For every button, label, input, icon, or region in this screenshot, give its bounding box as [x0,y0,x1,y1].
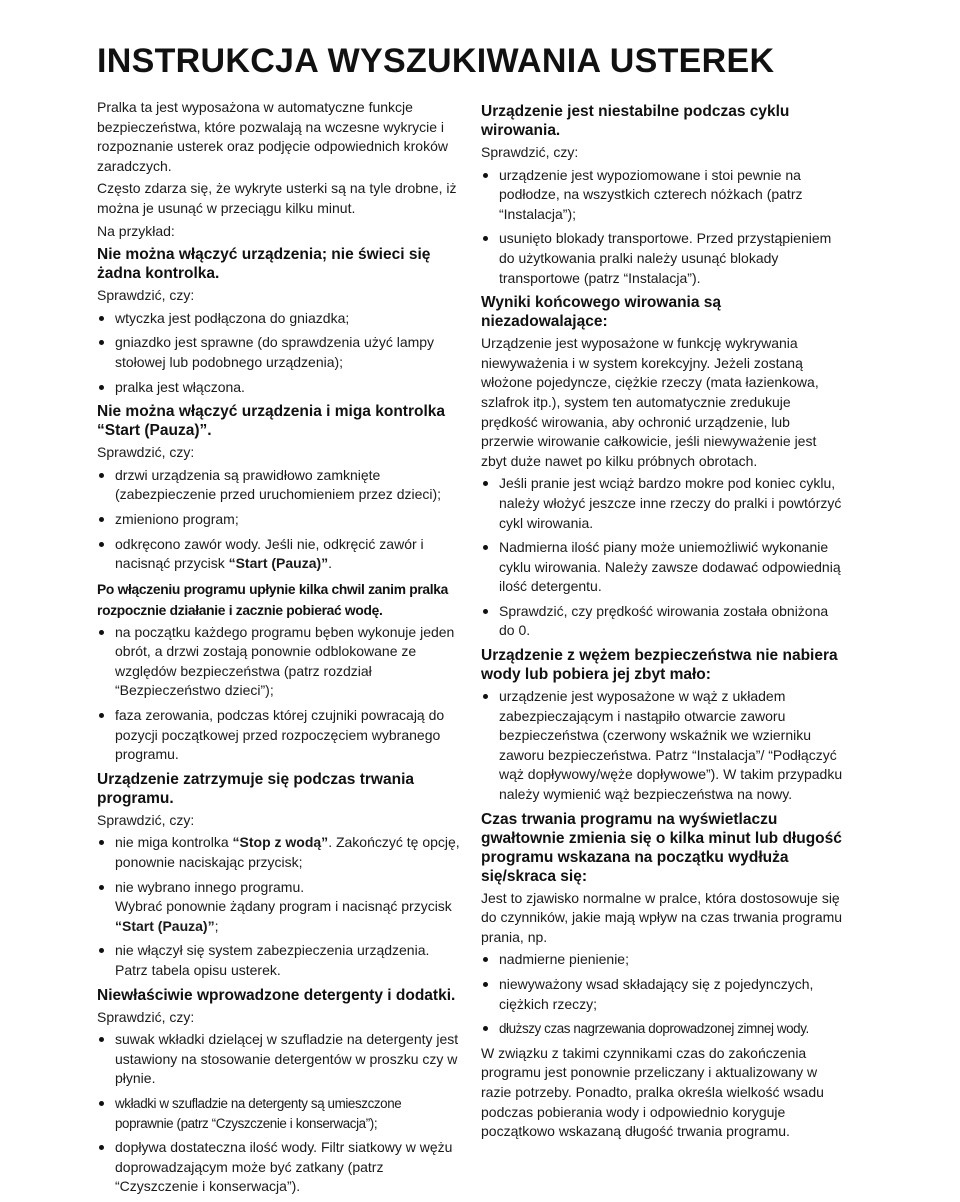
list-item: urządzenie jest wyposażone w wąż z układem zabezpieczającym i nastąpiło otwarcie zaworu bezpieczeństwa (czerwony wskaźnik we wzierniku zaworu bezpieczeństwa. Patrz “Instalacja”/ “Podłączyć wąż dopływowy/węże dopływowe”). W takim przypadku należy wymienić wąż bezpieczeństwa na nowy. [481,687,843,805]
body-paragraph: Jest to zjawisko normalne w pralce, która dostosowuje się do czynników, jakie mają wpływ na czas trwania programu prania, np. [481,889,843,945]
list-item: Nadmierna ilość piany może uniemożliwić wykonanie cyklu wirowania. Należy zawsze dodawać odpowiednią ilość detergentu. [481,538,843,597]
key-label: “Start (Pauza)” [228,555,329,572]
item-text: Wybrać ponownie żądany program i nacisnąć przycisk [115,898,452,915]
section-heading-stops: Urządzenie zatrzymuje się podczas trwania programu. [97,770,414,807]
key-label: “Start (Pauza)” [115,917,215,934]
check-label: Sprawdzić, czy: [481,144,579,160]
section-heading-spin-results: Wyniki końcowego wirowania są niezadowalające: [481,294,722,331]
list-item: wtyczka jest podłączona do gniazdka; [97,309,460,329]
check-list [481,687,843,805]
list-item: usunięto blokady transportowe. Przed przystąpieniem do użytkowania pralki należy usunąć blokady transportowe (patrz “Instalacja”). [481,229,843,288]
list-item: dopływa dostateczna ilość wody. Filtr siatkowy w wężu doprowadzającym może być zatkany (patrz “Czyszczenie i konserwacja”). [97,1138,460,1197]
check-list [481,166,843,289]
section-heading-detergents: Niewłaściwie wprowadzone detergenty i dodatki. [97,986,456,1004]
list-item: Sprawdzić, czy prędkość wirowania została obniżona do 0. [481,602,843,641]
list-item: faza zerowania, podczas której czujniki powracają do pozycji początkowej przed rozpoczęciem wybranego programu. [97,706,460,765]
key-label: “Start (Pauza)” [97,422,208,440]
section-heading-no-power: Nie można włączyć urządzenia; nie świeci się żadna kontrolka. [97,246,431,283]
section-heading-delay: Po włączeniu programu upłynie kilka chwil zanim pralka rozpocznie działanie i zacznie pobierać wodę. [97,581,449,618]
heading-text: Nie można włączyć urządzenia i miga kontrolka [97,403,445,421]
intro-paragraph-2: Często zdarza się, że wykryte usterki są na tyle drobne, iż można je usunąć w przeciągu kilku minut. [97,180,457,216]
item-text: odkręcono zawór wody. Jeśli nie, odkręcić zawór i nacisnąć przycisk [115,535,424,572]
item-text: . [328,555,333,572]
page-title: INSTRUKCJA WYSZUKIWANIA USTEREK [97,42,775,80]
heading-text: . [207,422,212,440]
right-column [481,98,843,1145]
body-paragraph: Urządzenie jest wyposażone w funkcję wykrywania niewyważenia i w system korekcyjny. Jeżeli zostaną włożone pojedyncze, ciężkie rzeczy (mata łazienkowa, szlafrok itp.), system ten automatycznie zredukuje prędkość wirowania, aby ochronić urządzenie, lub przerwie wirowanie całkowicie, jeśli niewyważenie jest zbyt duże nawet po kilku próbnych obrotach. [481,335,819,469]
body-paragraph: W związku z takimi czynnikami czas do zakończenia programu jest ponownie przeliczany i aktualizowany w razie potrzeby. Ponadto, pralka określa wielkość wsadu podczas pobierania wody i odpowiednio koryguje początkowo wskazaną długość trwania programu. [481,1044,824,1140]
key-label: “Stop z wodą” [232,834,329,851]
item-text: nie miga kontrolka [115,834,233,851]
check-label: Sprawdzić, czy: [97,1008,195,1025]
list-item: drzwi urządzenia są prawidłowo zamknięte (zabezpieczenie przed uruchomieniem przez dzieci); [97,466,460,505]
section-heading-safety-hose: Urządzenie z wężem bezpieczeństwa nie nabiera wody lub pobiera jej zbyt mało: [481,647,838,684]
left-column [97,98,460,1202]
item-text: ; [214,917,219,934]
item-text: nie wybrano innego programu. [115,878,305,895]
list-item [97,878,460,937]
check-list [97,833,460,980]
check-list [97,1030,460,1197]
check-list [481,950,843,1038]
check-list [481,474,843,641]
intro-paragraph: Pralka ta jest wyposażona w automatyczne funkcje bezpieczeństwa, które pozwalają na wczesne wykrycie i rozpoznanie usterek oraz podjęcie odpowiednich kroków zaradczych. [97,99,448,174]
list-item: nie włączył się system zabezpieczenia urządzenia. Patrz tabela opisu usterek. [97,941,460,980]
list-item: suwak wkładki dzielącej w szufladzie na detergenty jest ustawiony na stosowanie detergentów w proszku czy w płynie. [97,1030,460,1089]
check-label: Sprawdzić, czy: [97,811,195,828]
check-list [97,623,460,765]
list-item: wkładki w szufladzie na detergenty są umieszczone poprawnie (patrz “Czyszczenie i konserwacja”); [97,1094,460,1133]
section-heading-start-blinking [97,402,460,440]
check-list [97,466,460,574]
list-item [97,535,460,574]
check-label: Sprawdzić, czy: [97,444,195,461]
section-heading-duration: Czas trwania programu na wyświetlaczu gwałtownie zmienia się o kilka minut lub długość programu wskazana na początku wydłuża się/skraca się: [481,810,842,885]
example-label: Na przykład: [97,222,175,239]
list-item: niewyważony wsad składający się z pojedynczych, ciężkich rzeczy; [481,975,843,1014]
list-item [97,833,460,872]
list-item: Jeśli pranie jest wciąż bardzo mokre pod koniec cyklu, należy włożyć jeszcze inne rzeczy do pralki i powtórzyć cykl wirowania. [481,474,843,533]
check-list [97,309,460,397]
list-item: pralka jest włączona. [97,378,460,398]
item-text: . Zakończyć tę opcję, ponownie naciskając przycisk; [115,834,460,871]
list-item: nadmierne pienienie; [481,950,843,970]
list-item: urządzenie jest wypoziomowane i stoi pewnie na podłodze, na wszystkich czterech nóżkach (patrz “Instalacja”); [481,166,843,225]
list-item: na początku każdego programu bęben wykonuje jeden obrót, a drzwi zostają ponownie odblokowane ze względów bezpieczeństwa (patrz rozdział “Bezpieczeństwo dzieci”); [97,623,460,701]
section-heading-unstable: Urządzenie jest niestabilne podczas cyklu wirowania. [481,103,790,139]
check-label: Sprawdzić, czy: [97,287,195,304]
list-item: dłuższy czas nagrzewania doprowadzonej zimnej wody. [481,1019,843,1039]
list-item: zmieniono program; [97,510,460,530]
list-item: gniazdko jest sprawne (do sprawdzenia użyć lampy stołowej lub podobnego urządzenia); [97,333,460,372]
